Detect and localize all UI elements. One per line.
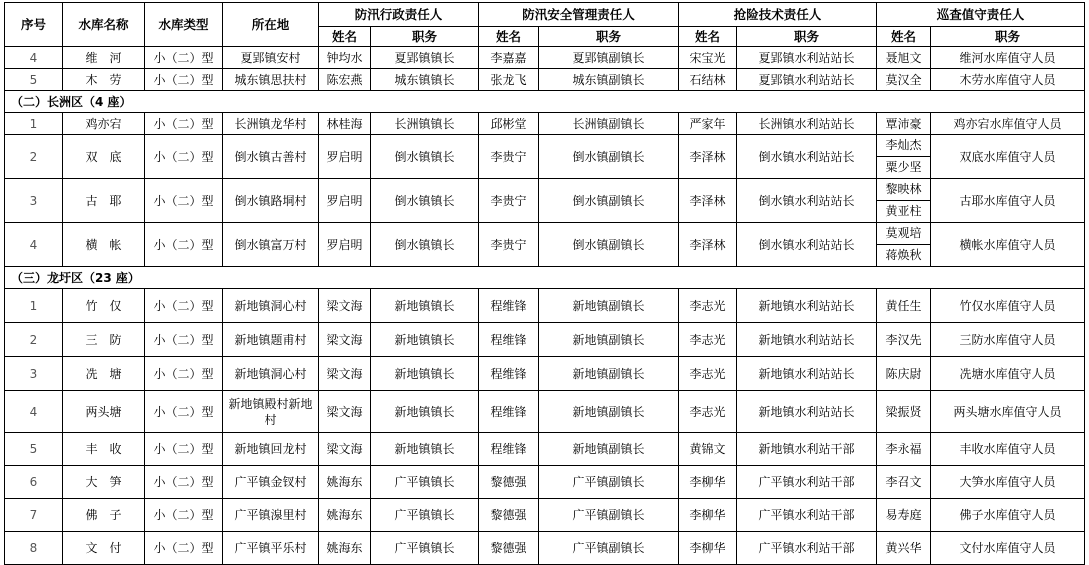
reservoir-name-cell: 横 帐 xyxy=(63,223,145,267)
patrol-name: 粟少坚 xyxy=(877,156,930,178)
reservoir-type-cell: 小（二）型 xyxy=(145,113,223,135)
patrol-name: 蒋焕秋 xyxy=(877,244,930,266)
admin-title-cell: 新地镇镇长 xyxy=(371,323,479,357)
reservoir-name-cell: 木 劳 xyxy=(63,69,145,91)
rescue-name-cell: 宋宝光 xyxy=(679,47,737,69)
reservoir-name-cell: 文 付 xyxy=(63,532,145,565)
admin-name-cell: 罗启明 xyxy=(319,135,371,179)
safety-title-cell: 新地镇副镇长 xyxy=(539,323,679,357)
table-row xyxy=(5,179,1085,223)
patrol-name: 黄任生 xyxy=(885,298,922,313)
reservoir-name-cell: 鸡亦宕 xyxy=(63,113,145,135)
rescue-title-cell: 广平镇水利站干部 xyxy=(737,532,877,565)
reservoir-name-cell: 冼 塘 xyxy=(63,357,145,391)
rescue-title-cell: 新地镇水利站站长 xyxy=(737,357,877,391)
reservoir-name-cell: 丰 收 xyxy=(63,433,145,466)
col-header-seq: 序号 xyxy=(5,3,63,47)
admin-name-cell: 梁文海 xyxy=(319,433,371,466)
admin-title-cell: 倒水镇镇长 xyxy=(371,179,479,223)
patrol-name-cell xyxy=(877,69,931,91)
patrol-title-cell: 维河水库值守人员 xyxy=(931,47,1085,69)
group-header-rescue: 抢险技术责任人 xyxy=(679,3,877,27)
sub-header-name: 姓名 xyxy=(877,27,931,47)
table-row xyxy=(5,391,1085,433)
safety-title-cell: 倒水镇副镇长 xyxy=(539,223,679,267)
sub-header-title: 职务 xyxy=(931,27,1085,47)
admin-name-cell: 梁文海 xyxy=(319,323,371,357)
seq-cell: 4 xyxy=(5,47,63,69)
reservoir-name-cell: 竹 仅 xyxy=(63,289,145,323)
location-cell: 新地镇洞心村 xyxy=(223,357,319,391)
sub-header-name: 姓名 xyxy=(319,27,371,47)
rescue-title-cell: 广平镇水利站干部 xyxy=(737,466,877,499)
rescue-title-cell: 新地镇水利站干部 xyxy=(737,433,877,466)
seq-cell: 8 xyxy=(5,532,63,565)
seq-cell: 2 xyxy=(5,323,63,357)
seq-cell: 2 xyxy=(5,135,63,179)
patrol-title-cell: 横帐水库值守人员 xyxy=(931,223,1085,267)
safety-title-cell: 广平镇副镇长 xyxy=(539,499,679,532)
patrol-title-cell: 两头塘水库值守人员 xyxy=(931,391,1085,433)
table-row xyxy=(5,357,1085,391)
reservoir-type-cell: 小（二）型 xyxy=(145,323,223,357)
safety-title-cell: 新地镇副镇长 xyxy=(539,289,679,323)
admin-name-cell: 梁文海 xyxy=(319,357,371,391)
patrol-name-cell xyxy=(877,433,931,466)
patrol-name-cell xyxy=(877,323,931,357)
location-cell: 广平镇平乐村 xyxy=(223,532,319,565)
safety-name-cell: 李贵宁 xyxy=(479,223,539,267)
table-row xyxy=(5,466,1085,499)
reservoir-type-cell: 小（二）型 xyxy=(145,391,223,433)
safety-title-cell: 新地镇副镇长 xyxy=(539,357,679,391)
patrol-name: 李召文 xyxy=(885,475,922,489)
reservoir-name-cell: 维 河 xyxy=(63,47,145,69)
rescue-name-cell: 李泽林 xyxy=(679,223,737,267)
safety-name-cell: 程维锋 xyxy=(479,433,539,466)
patrol-name-cell xyxy=(877,357,931,391)
rescue-title-cell: 倒水镇水利站站长 xyxy=(737,135,877,179)
safety-name-cell: 邱彬堂 xyxy=(479,113,539,135)
rescue-title-cell: 新地镇水利站站长 xyxy=(737,289,877,323)
safety-name-cell: 程维锋 xyxy=(479,391,539,433)
patrol-name-cell xyxy=(877,289,931,323)
rescue-name-cell: 李柳华 xyxy=(679,466,737,499)
section-title: （二）长洲区（4 座） xyxy=(5,91,1085,113)
rescue-title-cell: 长洲镇水利站站长 xyxy=(737,113,877,135)
admin-name-cell: 姚海东 xyxy=(319,499,371,532)
seq-cell: 1 xyxy=(5,289,63,323)
safety-title-cell: 倒水镇副镇长 xyxy=(539,179,679,223)
safety-title-cell: 城东镇副镇长 xyxy=(539,69,679,91)
seq-cell: 7 xyxy=(5,499,63,532)
safety-name-cell: 李贵宁 xyxy=(479,135,539,179)
reservoir-type-cell: 小（二）型 xyxy=(145,357,223,391)
patrol-name-cell xyxy=(877,466,931,499)
reservoir-type-cell: 小（二）型 xyxy=(145,532,223,565)
location-cell: 倒水镇路垌村 xyxy=(223,179,319,223)
admin-title-cell: 广平镇镇长 xyxy=(371,499,479,532)
patrol-name: 易寿庭 xyxy=(885,508,922,522)
location-cell: 新地镇殿村新地村 xyxy=(223,391,319,433)
col-header-location: 所在地 xyxy=(223,3,319,47)
admin-name-cell: 钟均水 xyxy=(319,47,371,69)
seq-cell: 4 xyxy=(5,223,63,267)
patrol-name-cell xyxy=(877,391,931,433)
patrol-title-cell: 三防水库值守人员 xyxy=(931,323,1085,357)
rescue-name-cell: 石结林 xyxy=(679,69,737,91)
sub-header-title: 职务 xyxy=(371,27,479,47)
admin-name-cell: 姚海东 xyxy=(319,466,371,499)
reservoir-name-cell: 两头塘 xyxy=(63,391,145,433)
table-row xyxy=(5,289,1085,323)
safety-name-cell: 程维锋 xyxy=(479,289,539,323)
reservoir-name-cell: 双 底 xyxy=(63,135,145,179)
safety-name-cell: 黎德强 xyxy=(479,499,539,532)
sub-header-name: 姓名 xyxy=(479,27,539,47)
table-row xyxy=(5,532,1085,565)
patrol-name-cell xyxy=(877,113,931,135)
safety-title-cell: 长洲镇副镇长 xyxy=(539,113,679,135)
safety-title-cell: 广平镇副镇长 xyxy=(539,466,679,499)
seq-cell: 5 xyxy=(5,69,63,91)
section-title: （三）龙圩区（23 座） xyxy=(5,267,1085,289)
patrol-name: 陈庆尉 xyxy=(885,366,922,381)
patrol-title-cell: 木劳水库值守人员 xyxy=(931,69,1085,91)
reservoir-type-cell: 小（二）型 xyxy=(145,179,223,223)
reservoir-name-cell: 三 防 xyxy=(63,323,145,357)
safety-title-cell: 广平镇副镇长 xyxy=(539,532,679,565)
patrol-name: 黄亚柱 xyxy=(877,200,930,222)
group-header-patrol: 巡查值守责任人 xyxy=(877,3,1085,27)
admin-title-cell: 广平镇镇长 xyxy=(371,532,479,565)
rescue-name-cell: 李志光 xyxy=(679,289,737,323)
safety-name-cell: 李嘉嘉 xyxy=(479,47,539,69)
table-row xyxy=(5,47,1085,69)
location-cell: 长洲镇龙华村 xyxy=(223,113,319,135)
table-row xyxy=(5,135,1085,179)
patrol-name-cell xyxy=(877,135,931,179)
safety-name-cell: 黎德强 xyxy=(479,466,539,499)
table-row xyxy=(5,223,1085,267)
patrol-title-cell: 丰收水库值守人员 xyxy=(931,433,1085,466)
reservoir-name-cell: 大 笋 xyxy=(63,466,145,499)
rescue-name-cell: 李泽林 xyxy=(679,179,737,223)
rescue-title-cell: 新地镇水利站站长 xyxy=(737,391,877,433)
sub-header-title: 职务 xyxy=(539,27,679,47)
location-cell: 广平镇金钗村 xyxy=(223,466,319,499)
seq-cell: 3 xyxy=(5,179,63,223)
rescue-name-cell: 严家年 xyxy=(679,113,737,135)
admin-name-cell: 罗启明 xyxy=(319,179,371,223)
table-row xyxy=(5,499,1085,532)
admin-title-cell: 夏郢镇镇长 xyxy=(371,47,479,69)
rescue-title-cell: 广平镇水利站干部 xyxy=(737,499,877,532)
location-cell: 新地镇洞心村 xyxy=(223,289,319,323)
patrol-title-cell: 鸡亦宕水库值守人员 xyxy=(931,113,1085,135)
patrol-name: 覃沛豪 xyxy=(885,116,922,131)
patrol-name: 梁振贤 xyxy=(885,404,922,419)
location-cell: 倒水镇古善村 xyxy=(223,135,319,179)
rescue-name-cell: 李柳华 xyxy=(679,532,737,565)
col-header-name: 水库名称 xyxy=(63,3,145,47)
admin-title-cell: 新地镇镇长 xyxy=(371,433,479,466)
patrol-name: 李灿杰 xyxy=(885,138,922,152)
table-row xyxy=(5,323,1085,357)
patrol-name-cell xyxy=(877,223,931,267)
safety-name-cell: 黎德强 xyxy=(479,532,539,565)
patrol-name: 黎映林 xyxy=(885,182,922,196)
location-cell: 倒水镇富万村 xyxy=(223,223,319,267)
safety-name-cell: 张龙飞 xyxy=(479,69,539,91)
reservoir-type-cell: 小（二）型 xyxy=(145,135,223,179)
patrol-title-cell: 佛子水库值守人员 xyxy=(931,499,1085,532)
rescue-name-cell: 李泽林 xyxy=(679,135,737,179)
patrol-title-cell: 古耶水库值守人员 xyxy=(931,179,1085,223)
rescue-title-cell: 夏郢镇水利站站长 xyxy=(737,69,877,91)
seq-cell: 1 xyxy=(5,113,63,135)
admin-title-cell: 倒水镇镇长 xyxy=(371,135,479,179)
reservoir-type-cell: 小（二）型 xyxy=(145,466,223,499)
reservoir-type-cell: 小（二）型 xyxy=(145,433,223,466)
reservoir-responsibility-table xyxy=(4,2,1085,565)
admin-title-cell: 新地镇镇长 xyxy=(371,289,479,323)
seq-cell: 6 xyxy=(5,466,63,499)
section-row xyxy=(5,91,1085,113)
table-row xyxy=(5,113,1085,135)
table-row xyxy=(5,69,1085,91)
admin-title-cell: 新地镇镇长 xyxy=(371,391,479,433)
reservoir-name-cell: 古 耶 xyxy=(63,179,145,223)
patrol-name-cell xyxy=(877,47,931,69)
admin-title-cell: 城东镇镇长 xyxy=(371,69,479,91)
reservoir-type-cell: 小（二）型 xyxy=(145,69,223,91)
location-cell: 夏郢镇安村 xyxy=(223,47,319,69)
rescue-name-cell: 李志光 xyxy=(679,357,737,391)
reservoir-type-cell: 小（二）型 xyxy=(145,289,223,323)
safety-name-cell: 程维锋 xyxy=(479,357,539,391)
patrol-name: 聂旭文 xyxy=(885,50,922,65)
patrol-title-cell: 冼塘水库值守人员 xyxy=(931,357,1085,391)
sub-header-title: 职务 xyxy=(737,27,877,47)
safety-name-cell: 李贵宁 xyxy=(479,179,539,223)
table-row xyxy=(5,433,1085,466)
col-header-type: 水库类型 xyxy=(145,3,223,47)
rescue-title-cell: 倒水镇水利站站长 xyxy=(737,223,877,267)
patrol-title-cell: 文付水库值守人员 xyxy=(931,532,1085,565)
reservoir-type-cell: 小（二）型 xyxy=(145,223,223,267)
seq-cell: 5 xyxy=(5,433,63,466)
rescue-name-cell: 李志光 xyxy=(679,391,737,433)
table-body xyxy=(5,3,1085,565)
group-header-safety: 防汛安全管理责任人 xyxy=(479,3,679,27)
sub-header-name: 姓名 xyxy=(679,27,737,47)
patrol-name: 莫汉全 xyxy=(885,72,922,87)
rescue-title-cell: 倒水镇水利站站长 xyxy=(737,179,877,223)
patrol-name-cell xyxy=(877,499,931,532)
rescue-title-cell: 新地镇水利站站长 xyxy=(737,323,877,357)
admin-title-cell: 长洲镇镇长 xyxy=(371,113,479,135)
safety-title-cell: 新地镇副镇长 xyxy=(539,433,679,466)
section-row xyxy=(5,267,1085,289)
reservoir-type-cell: 小（二）型 xyxy=(145,47,223,69)
rescue-name-cell: 李柳华 xyxy=(679,499,737,532)
admin-title-cell: 广平镇镇长 xyxy=(371,466,479,499)
rescue-name-cell: 黄锦文 xyxy=(679,433,737,466)
location-cell: 新地镇回龙村 xyxy=(223,433,319,466)
patrol-title-cell: 大笋水库值守人员 xyxy=(931,466,1085,499)
safety-title-cell: 夏郢镇副镇长 xyxy=(539,47,679,69)
patrol-title-cell: 竹仅水库值守人员 xyxy=(931,289,1085,323)
patrol-name-cell xyxy=(877,179,931,223)
admin-name-cell: 陈宏燕 xyxy=(319,69,371,91)
location-cell: 城东镇思扶村 xyxy=(223,69,319,91)
rescue-name-cell: 李志光 xyxy=(679,323,737,357)
patrol-name: 莫观培 xyxy=(885,226,922,240)
safety-title-cell: 倒水镇副镇长 xyxy=(539,135,679,179)
header-row-groups xyxy=(5,3,1085,27)
group-header-admin: 防汛行政责任人 xyxy=(319,3,479,27)
responsibility-table-page xyxy=(4,2,1084,565)
admin-name-cell: 梁文海 xyxy=(319,391,371,433)
safety-title-cell: 新地镇副镇长 xyxy=(539,391,679,433)
reservoir-name-cell: 佛 子 xyxy=(63,499,145,532)
admin-name-cell: 姚海东 xyxy=(319,532,371,565)
location-cell: 广平镇湶里村 xyxy=(223,499,319,532)
admin-name-cell: 林桂海 xyxy=(319,113,371,135)
admin-title-cell: 倒水镇镇长 xyxy=(371,223,479,267)
rescue-title-cell: 夏郢镇水利站站长 xyxy=(737,47,877,69)
patrol-name: 李汉先 xyxy=(885,332,922,347)
patrol-name-cell xyxy=(877,532,931,565)
seq-cell: 4 xyxy=(5,391,63,433)
safety-name-cell: 程维锋 xyxy=(479,323,539,357)
patrol-name: 黄兴华 xyxy=(885,541,922,555)
admin-name-cell: 梁文海 xyxy=(319,289,371,323)
admin-name-cell: 罗启明 xyxy=(319,223,371,267)
seq-cell: 3 xyxy=(5,357,63,391)
admin-title-cell: 新地镇镇长 xyxy=(371,357,479,391)
reservoir-type-cell: 小（二）型 xyxy=(145,499,223,532)
location-cell: 新地镇题甫村 xyxy=(223,323,319,357)
patrol-title-cell: 双底水库值守人员 xyxy=(931,135,1085,179)
patrol-name: 李永福 xyxy=(885,442,922,456)
